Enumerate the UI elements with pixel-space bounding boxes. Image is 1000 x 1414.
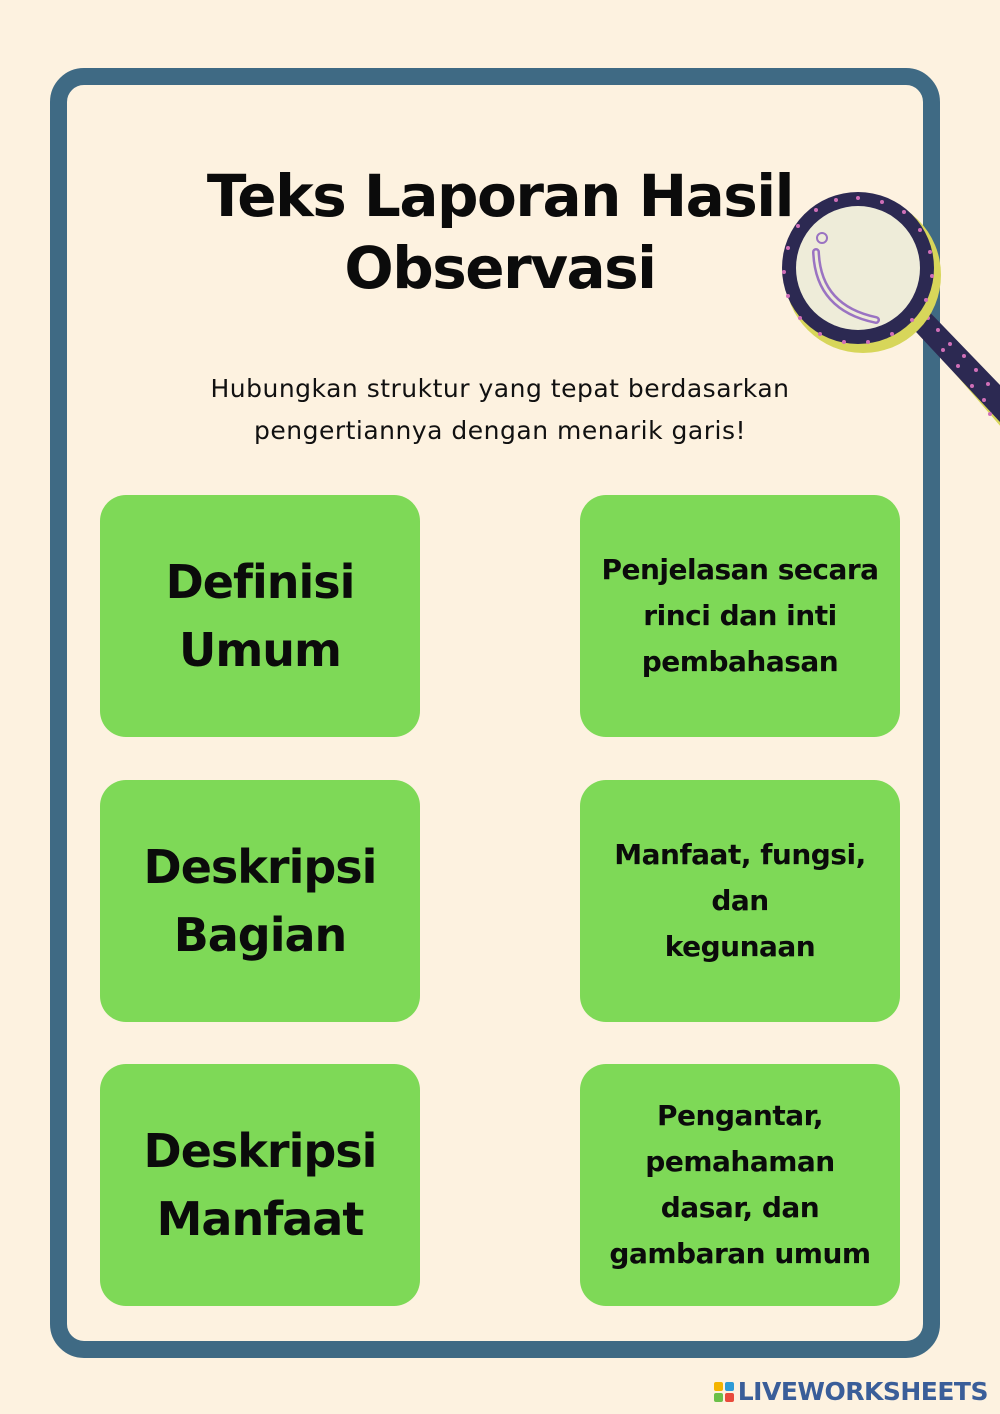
structure-card-label: Deskripsi Manfaat: [143, 1124, 377, 1246]
definition-card-manfaat[interactable]: [580, 780, 900, 1022]
worksheet-instruction: Hubungkan struktur yang tepat berdasarkan pengertiannya dengan menarik garis!: [210, 374, 790, 445]
structure-card-label: Definisi Umum: [165, 555, 355, 677]
brand-name: LIVEWORKSHEETS: [737, 1377, 988, 1406]
definition-card-label: Pengantar, pemahaman dasar, dan gambaran umum: [609, 1099, 871, 1270]
structure-card-label: Deskripsi Bagian: [143, 840, 377, 962]
structure-card-deskripsi-manfaat[interactable]: [100, 1064, 420, 1306]
definition-card-label: Penjelasan secara rinci dan inti pembahasan: [601, 553, 879, 678]
definition-card-label: Manfaat, fungsi, dan kegunaan: [614, 838, 866, 963]
structure-card-definisi-umum[interactable]: [100, 495, 420, 737]
worksheet-title: Teks Laporan Hasil Observasi: [206, 162, 794, 302]
liveworksheets-logo-icon: [714, 1382, 734, 1402]
liveworksheets-logo[interactable]: [714, 1377, 988, 1406]
structure-card-deskripsi-bagian[interactable]: [100, 780, 420, 1022]
definition-card-pengantar[interactable]: [580, 1064, 900, 1306]
definition-card-penjelasan[interactable]: [580, 495, 900, 737]
